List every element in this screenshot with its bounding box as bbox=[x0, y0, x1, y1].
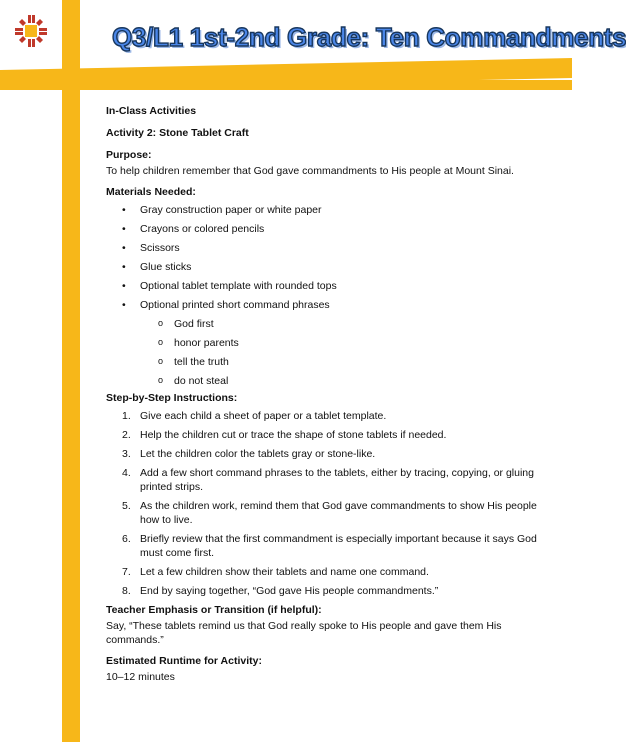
list-item: • Glue sticks bbox=[106, 260, 556, 279]
page-title: Q3/L1 1st-2nd Grade: Ten Commandments bbox=[112, 22, 626, 52]
list-item: • Optional tablet template with rounded tops bbox=[106, 279, 556, 298]
list-item: • Scissors bbox=[106, 241, 556, 260]
step-text: Let a few children show their tablets and name one command. bbox=[140, 566, 429, 578]
runtime-heading: Estimated Runtime for Activity: bbox=[106, 655, 262, 667]
sublist-item: o tell the truth bbox=[106, 355, 556, 374]
step-number: 5. bbox=[122, 500, 131, 512]
list-item: • Crayons or colored pencils bbox=[106, 222, 556, 241]
phrases-sublist bbox=[106, 317, 556, 393]
step-number: 6. bbox=[122, 533, 131, 545]
step-number: 1. bbox=[122, 410, 131, 422]
emphasis-text: Say, “These tablets remind us that God really spoke to His people and gave them His commands.” bbox=[106, 620, 502, 646]
list-item: • Optional printed short command phrases bbox=[106, 298, 556, 317]
step-text: End by saying together, “God gave His people commandments.” bbox=[140, 585, 439, 597]
document-body bbox=[106, 104, 556, 684]
step-text: Help the children cut or trace the shape of stone tablets if needed. bbox=[140, 429, 447, 441]
step-item bbox=[106, 499, 556, 527]
step-number: 4. bbox=[122, 467, 131, 479]
cross-vertical-bar bbox=[62, 0, 80, 742]
steps-list bbox=[106, 409, 556, 598]
section-heading: In-Class Activities bbox=[106, 105, 197, 117]
step-number: 3. bbox=[122, 448, 131, 460]
step-text: Briefly review that the first commandment is especially important because it says God must come first. bbox=[140, 533, 537, 559]
sublist-item: o God first bbox=[106, 317, 556, 336]
step-item bbox=[106, 466, 556, 494]
sublist-item: o honor parents bbox=[106, 336, 556, 355]
step-item bbox=[106, 428, 556, 442]
runtime-text: 10–12 minutes bbox=[106, 671, 175, 683]
step-number: 8. bbox=[122, 585, 131, 597]
step-item bbox=[106, 584, 556, 598]
step-number: 7. bbox=[122, 566, 131, 578]
steps-heading: Step-by-Step Instructions: bbox=[106, 392, 238, 404]
step-text: Let the children color the tablets gray or stone-like. bbox=[140, 448, 376, 460]
step-text: As the children work, remind them that God gave commandments to show His people how to live. bbox=[140, 500, 537, 526]
materials-list bbox=[106, 203, 556, 317]
activity-title: Activity 2: Stone Tablet Craft bbox=[106, 127, 249, 139]
emphasis-heading: Teacher Emphasis or Transition (if helpful): bbox=[106, 604, 322, 616]
sublist-item: o do not steal bbox=[106, 374, 556, 393]
purpose-text: To help children remember that God gave commandments to His people at Mount Sinai. bbox=[106, 165, 514, 177]
cross-horizontal-bar-base bbox=[0, 80, 572, 90]
step-text: Give each child a sheet of paper or a tablet template. bbox=[140, 410, 387, 422]
step-text: Add a few short command phrases to the tablets, either by tracing, copying, or gluing printed strips. bbox=[140, 467, 534, 493]
step-item bbox=[106, 565, 556, 579]
church-logo-icon bbox=[14, 14, 48, 48]
step-item bbox=[106, 409, 556, 423]
materials-heading: Materials Needed: bbox=[106, 186, 196, 198]
purpose-heading: Purpose: bbox=[106, 149, 152, 161]
list-item: • Gray construction paper or white paper bbox=[106, 203, 556, 222]
step-number: 2. bbox=[122, 429, 131, 441]
step-item bbox=[106, 447, 556, 461]
step-item bbox=[106, 532, 556, 560]
